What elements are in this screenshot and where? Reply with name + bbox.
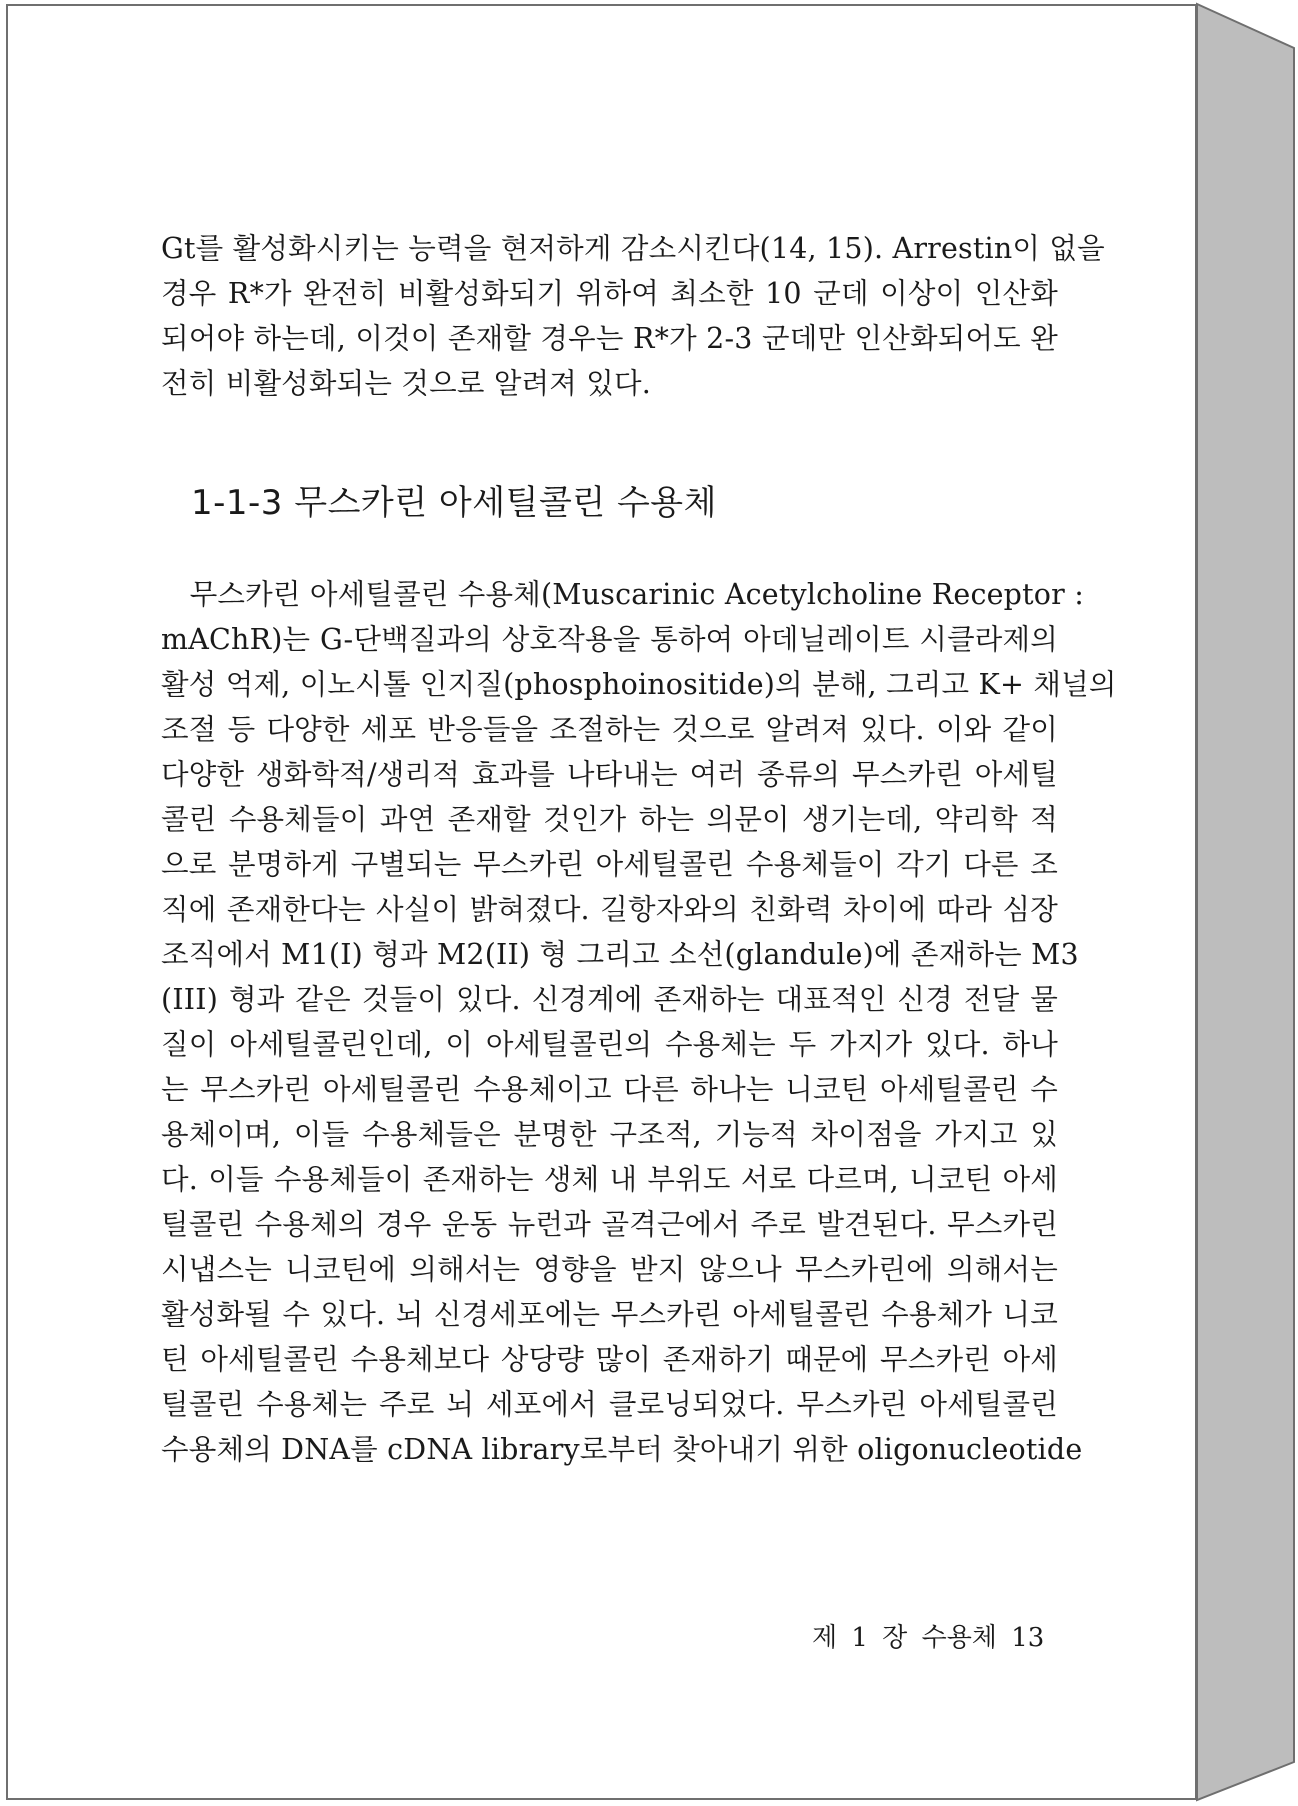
text-line: 다양한 생화학적/생리적 효과를 나타내는 여러 종류의 무스카린 아세틸 [161,758,1058,791]
page-footer [812,1617,1044,1654]
paragraph-intro [161,226,1105,406]
text-line: 콜린 수용체들이 과연 존재할 것인가 하는 의문이 생기는데, 약리학 적 [161,803,1058,836]
text-line: 틴 아세틸콜린 수용체보다 상당량 많이 존재하기 때문에 무스카린 아세 [161,1343,1058,1376]
section-heading: 1-1-3 무스카린 아세틸콜린 수용체 [191,483,717,523]
footer-title: 수용체 [921,1623,997,1653]
text-line: Gt를 활성화시키는 능력을 현저하게 감소시킨다(14, 15). Arrestin이 없을 [161,232,1105,265]
text-line: 질이 아세틸콜린인데, 이 아세틸콜린의 수용체는 두 가지가 있다. 하나 [161,1028,1058,1061]
page-number: 13 [1011,1623,1045,1653]
text-line: 용체이며, 이들 수용체들은 분명한 구조적, 기능적 차이점을 가지고 있 [161,1118,1058,1151]
text-line: 경우 R*가 완전히 비활성화되기 위하여 최소한 10 군데 이상이 인산화 [161,277,1058,310]
text-line: 틸콜린 수용체는 주로 뇌 세포에서 클로닝되었다. 무스카린 아세틸콜린 [161,1388,1058,1421]
text-line: 전히 비활성화되는 것으로 알려져 있다. [161,367,651,400]
text-line: 되어야 하는데, 이것이 존재할 경우는 R*가 2-3 군데만 인산화되어도 완 [161,322,1058,355]
text-line: 활성 억제, 이노시톨 인지질(phosphoinositide)의 분해, 그리고 K+ 채널의 [161,668,1117,701]
text-line: 활성화될 수 있다. 뇌 신경세포에는 무스카린 아세틸콜린 수용체가 니코 [161,1298,1058,1331]
text-line: 직에 존재한다는 사실이 밝혀졌다. 길항자와의 친화력 차이에 따라 심장 [161,893,1058,926]
text-line: 조절 등 다양한 세포 반응들을 조절하는 것으로 알려져 있다. 이와 같이 [161,713,1058,746]
paragraph-main [161,572,1117,1472]
text-line: mAChR)는 G-단백질과의 상호작용을 통하여 아데닐레이트 시클라제의 [161,623,1058,656]
text-line: 조직에서 M1(I) 형과 M2(II) 형 그리고 소선(glandule)에 존재하는 M3 [161,938,1079,971]
footer-chapter: 제 1 장 [812,1623,908,1653]
text-line: 수용체의 DNA를 cDNA library로부터 찾아내기 위한 oligonucleotide [161,1433,1083,1466]
text-line: 다. 이들 수용체들이 존재하는 생체 내 부위도 서로 다르며, 니코틴 아세 [161,1163,1058,1196]
text-line: 틸콜린 수용체의 경우 운동 뉴런과 골격근에서 주로 발견된다. 무스카린 [161,1208,1058,1241]
text-line: 무스카린 아세틸콜린 수용체(Muscarinic Acetylcholine Receptor : [161,578,1085,611]
text-line: 으로 분명하게 구별되는 무스카린 아세틸콜린 수용체들이 각기 다른 조 [161,848,1058,881]
text-line: 시냅스는 니코틴에 의해서는 영향을 받지 않으나 무스카린에 의해서는 [161,1253,1058,1286]
text-line: 는 무스카린 아세틸콜린 수용체이고 다른 하나는 니코틴 아세틸콜린 수 [161,1073,1058,1106]
text-line: (III) 형과 같은 것들이 있다. 신경계에 존재하는 대표적인 신경 전달 물 [161,983,1058,1016]
